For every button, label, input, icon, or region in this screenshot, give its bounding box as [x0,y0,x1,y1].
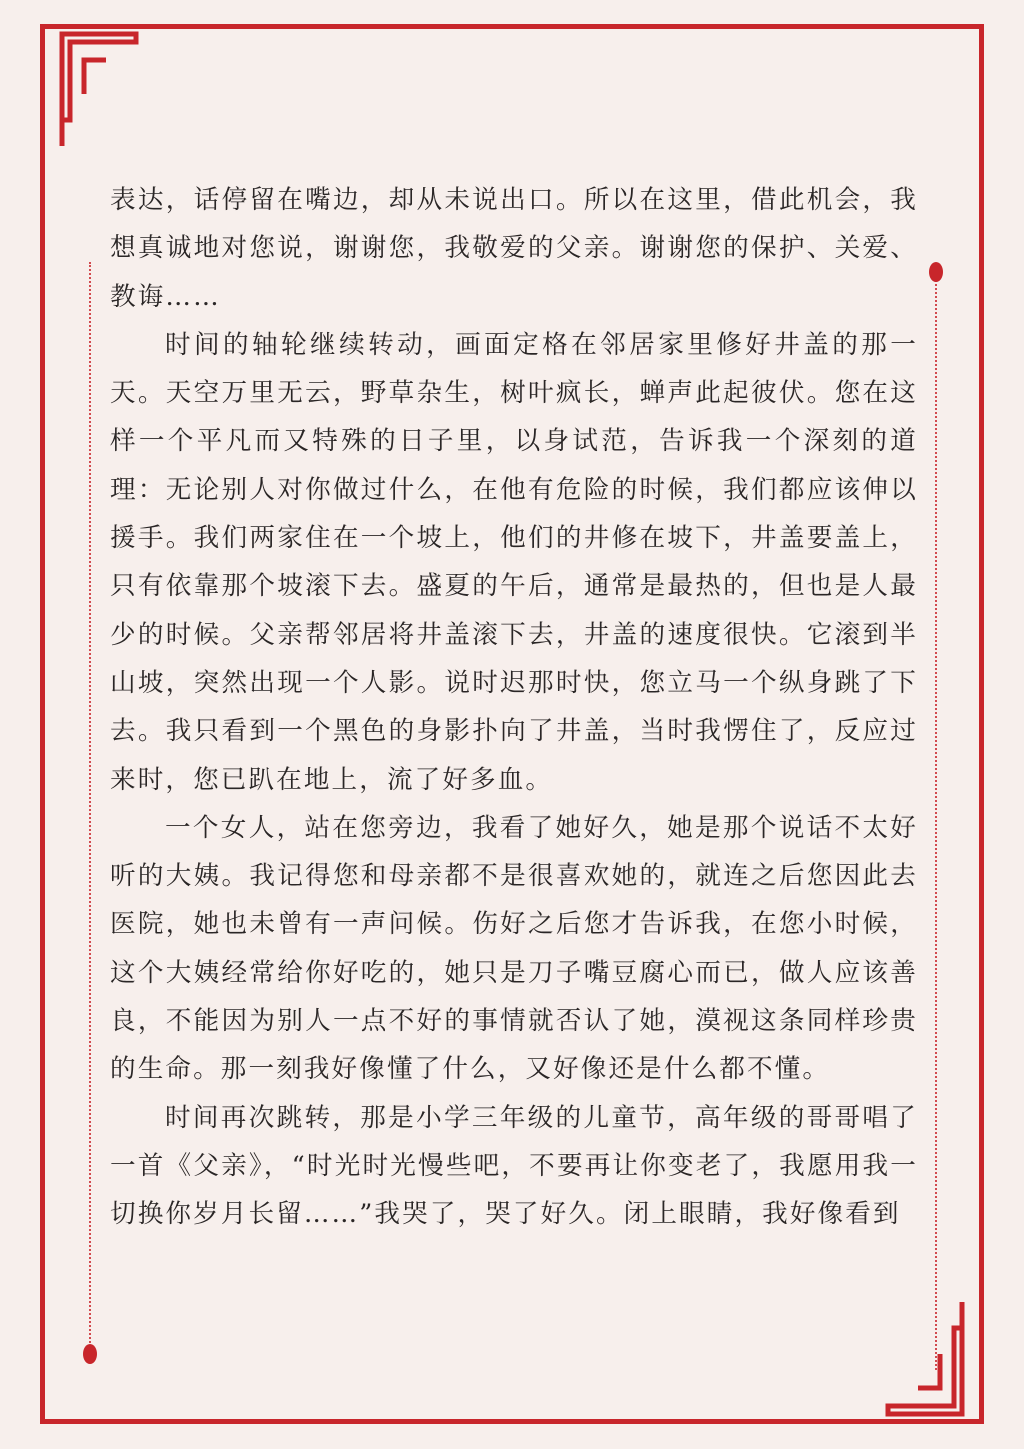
paragraph: 时间的轴轮继续转动，画面定格在邻居家里修好井盖的那一天。天空万里无云，野草杂生，树叶疯长，蝉声此起彼伏。您在这样一个平凡而又特殊的日子里，以身试范，告诉我一个深刻的道理：无论别人对你做过什么，在他有危险的时候，我们都应该伸以援手。我们两家住在一个坡上，他们的井修在坡下，井盖要盖上，只有依靠那个坡滚下去。盛夏的午后，通常是最热的，但也是人最少的时候。父亲帮邻居将井盖滚下去，井盖的速度很快。它滚到半山坡，突然出现一个人影。说时迟那时快，您立马一个纵身跳了下去。我只看到一个黑色的身影扑向了井盖，当时我愣住了，反应过来时，您已趴在地上，流了好多血。 [110,329,918,795]
paragraph: 时间再次跳转，那是小学三年级的儿童节，高年级的哥哥唱了一首《父亲》，“时光时光慢些吧，不要再让你变老了，我愿用我一切换你岁月长留……”我哭了，哭了好久。闭上眼睛，我好像看到 [110,1102,918,1230]
essay-body [110,176,918,1239]
red-bead-ornament [929,262,943,282]
red-bead-ornament [83,1344,97,1364]
dotted-line-left [89,262,91,1354]
dotted-line-right [935,280,937,1370]
paragraph: 表达，话停留在嘴边，却从未说出口。所以在这里，借此机会，我想真诚地对您说，谢谢您，我敬爱的父亲。谢谢您的保护、关爱、教诲…… [110,185,918,312]
corner-ornament-top-left [40,24,140,148]
paragraph: 一个女人，站在您旁边，我看了她好久，她是那个说话不太好听的大姨。我记得您和母亲都不是很喜欢她的，就连之后您因此去医院，她也未曾有一声问候。伤好之后您才告诉我，在您小时候，这个大姨经常给你好吃的，她只是刀子嘴豆腐心而已，做人应该善良，不能因为别人一点不好的事情就否认了她，漠视这条同样珍贵的生命。那一刻我好像懂了什么，又好像还是什么都不懂。 [110,812,918,1085]
corner-ornament-bottom-right [884,1300,984,1424]
